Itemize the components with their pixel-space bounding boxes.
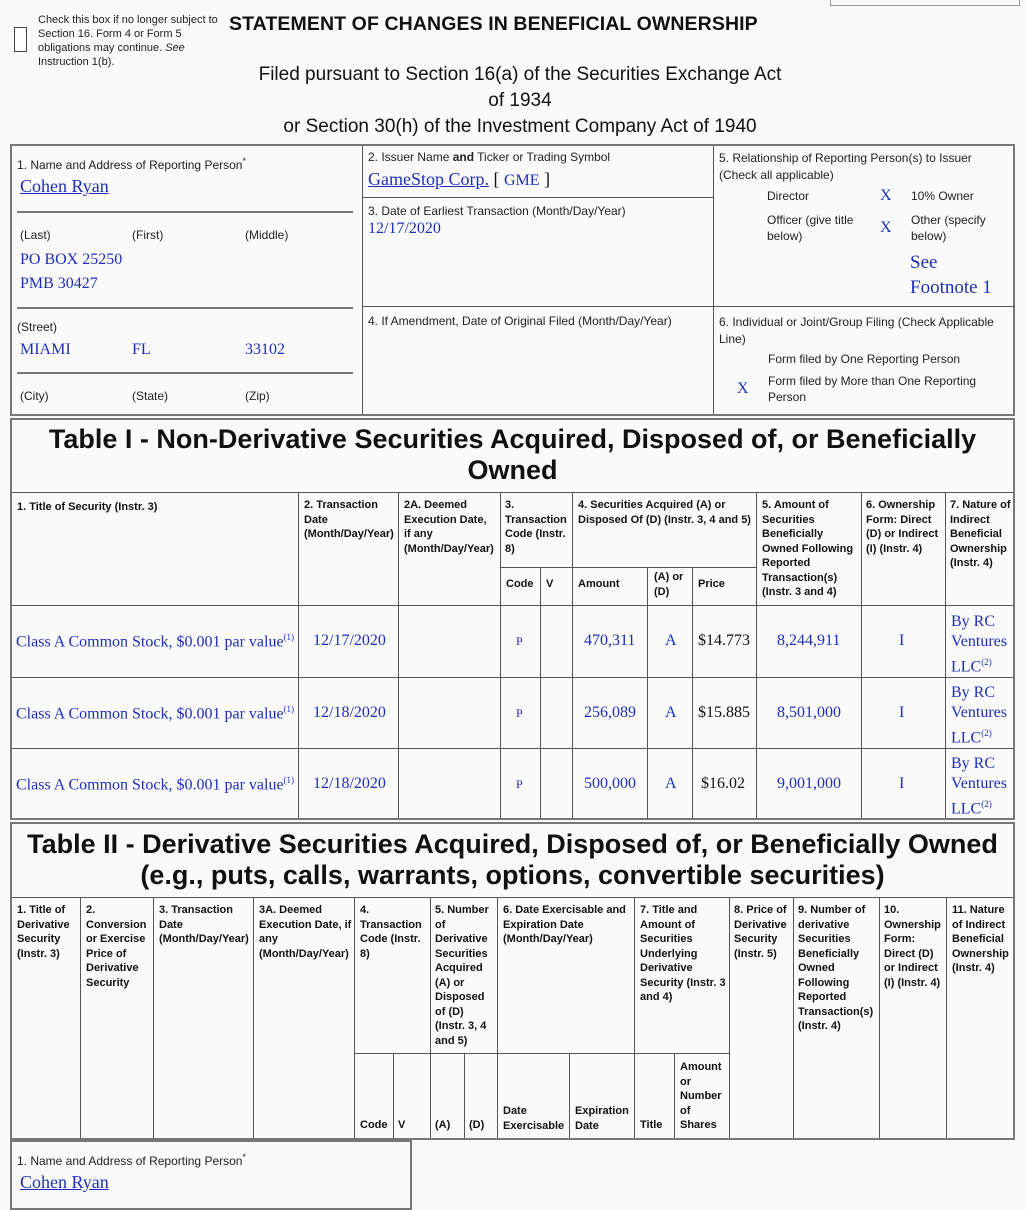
row-amount: 470,311 [584,632,636,649]
director-mark: X [880,187,892,204]
t1-col-securities: 4. Securities Acquired (A) or Disposed Of (D) (Instr. 3, 4 and 5) [578,499,751,526]
footer-reporting-name-link[interactable]: Cohen Ryan [20,1172,109,1192]
row-price: $16.02 [701,775,745,792]
filing-more-label: Form filed by More than One Reporting Person [768,374,977,404]
city-value: MIAMI [20,341,71,358]
t2-col-nature: 11. Nature of Indirect Beneficial Ownership (Instr. 4) [952,904,1009,974]
row-date: 12/18/2020 [313,704,386,721]
officer-label: Officer (give title below) [767,213,854,243]
t1-col-deemed: 2A. Deemed Execution Date, if any (Month/Day/Year) [404,499,494,555]
filing-more-mark: X [737,380,749,397]
issuer-name: GameStop Corp. [ GME ] [368,169,551,189]
row-nature: By RC Ventures LLC$^{(2)}$ [951,613,1007,676]
row-form: I [899,775,905,792]
zip-label: (Zip) [245,389,270,403]
checkbox-instructions: Check this box if no longer subject to Section 16. Form 4 or Form 5 obligations may continue. See Instruction 1(b). [38,14,218,68]
reporting-person-name-link[interactable]: Cohen Ryan [20,176,109,196]
t2-col-exercisable: 6. Date Exercisable and Expiration Date (Month/Day/Year) [503,904,626,945]
street-label: (Street) [17,320,58,334]
filing-label: 6. Individual or Joint/Group Filing (Check Applicable Line) [719,315,994,346]
row-code: P [516,634,523,648]
row-amount: 256,089 [584,704,636,721]
zip-value: 33102 [245,341,285,358]
t2-sub-expiration: Expiration Date [575,1105,629,1132]
t1-col-amount-owned: 5. Amount of Securities Beneficially Owned Following Reported Transaction(s) (Instr. 3 and 4) [762,499,854,598]
t1-col-title: 1. Title of Security (Instr. 3) [17,501,158,513]
issuer-label: 2. Issuer Name and Ticker or Trading Symbol [368,150,611,164]
amendment-label: 4. If Amendment, Date of Original Filed (Month/Day/Year) [368,314,672,328]
last-label: (Last) [20,228,51,242]
row-price: $14.773 [698,632,750,649]
see-footnote: See Footnote 1 [910,252,992,298]
reporting-person-label: 1. Name and Address of Reporting Person* [17,156,246,172]
t2-sub-code: Code [360,1119,388,1131]
city-label: (City) [20,389,49,403]
state-value: FL [132,341,151,358]
t2-sub-title: Title [640,1119,663,1131]
state-label: (State) [132,389,169,403]
form-title: STATEMENT OF CHANGES IN BENEFICIAL OWNERSHIP [229,13,758,35]
row-price: $15.885 [698,704,750,721]
row-ad: A [665,632,677,649]
address-line-2: PMB 30427 [20,275,98,292]
t1-sub-v: V [546,578,554,590]
t2-sub-amount: Amount or Number of Shares [680,1061,722,1131]
t2-col-title: 1. Title of Derivative Security (Instr. 3) [17,904,70,960]
address-line-1: PO BOX 25250 [20,251,123,268]
row-date: 12/17/2020 [313,632,386,649]
t2-sub-date-exercisable: Date Exercisable [503,1105,565,1132]
row-ad: A [665,775,677,792]
relationship-label: 5. Relationship of Reporting Person(s) to Issuer (Check all applicable) [719,151,972,182]
row-owned: 8,501,000 [777,704,841,721]
filing-one-label: Form filed by One Reporting Person [768,352,961,366]
t2-col-underlying: 7. Title and Amount of Securities Underlying Derivative Security (Instr. 3 and 4) [640,904,726,1003]
row-title[interactable]: Class A Common Stock, $0.001 par value$^{(1)}$ [16,632,295,651]
ticker-symbol: GME [504,172,540,189]
other-label: Other (specify below) [911,213,986,243]
t1-sub-aord: (A) or (D) [654,571,684,598]
t1-col-nature: 7. Nature of Indirect Beneficial Ownership (Instr. 4) [950,499,1011,569]
row-title[interactable]: Class A Common Stock, $0.001 par value$^{(1)}$ [16,704,295,723]
row-amount: 500,000 [584,775,636,792]
t2-col-conversion: 2. Conversion or Exercise Price of Derivative Security [86,904,147,989]
t2-col-price: 8. Price of Derivative Security (Instr. 5) [734,904,787,960]
t2-col-number-owned: 9. Number of derivative Securities Beneficially Owned Following Reported Transaction(s) (Instr. 4) [798,904,874,1032]
earliest-date-label: 3. Date of Earliest Transaction (Month/Day/Year) [368,204,626,218]
row-ad: A [665,704,677,721]
t1-sub-code: Code [506,578,534,590]
t2-sub-a: (A) [435,1119,451,1131]
row-owned: 8,244,911 [777,632,841,649]
row-code: P [516,777,523,791]
t2-sub-d: (D) [469,1119,485,1131]
t1-col-date: 2. Transaction Date (Month/Day/Year) [304,499,394,540]
officer-mark: X [880,219,892,236]
table-2-title: Table II - Derivative Securities Acquired, Disposed of, or Beneficially Owned (e.g., puts, calls, warrants, options, convertible securities) [27,829,998,890]
earliest-date-value: 12/17/2020 [368,220,441,237]
t2-col-date: 3. Transaction Date (Month/Day/Year) [159,904,249,945]
t2-col-number: 5. Number of Derivative Securities Acquired (A) or Disposed of (D) (Instr. 3, 4 and 5) [435,904,489,1047]
row-code: P [516,706,523,720]
table-1-title: Table I - Non-Derivative Securities Acquired, Disposed of, or Beneficially Owned [48,424,977,485]
middle-label: (Middle) [245,228,289,242]
no-longer-subject-checkbox[interactable] [14,27,27,52]
row-owned: 9,001,000 [777,775,841,792]
row-form: I [899,632,905,649]
t2-col-ownership-form: 10. Ownership Form: Direct (D) or Indirect (I) (Instr. 4) [884,904,941,989]
director-label: Director [767,189,810,203]
top-right-box [830,0,1020,6]
form-subtitle: Filed pursuant to Section 16(a) of the Securities Exchange Act of 1934 or Section 30(h) of the Investment Company Act of 1940 [258,64,782,137]
row-title[interactable]: Class A Common Stock, $0.001 par value$^{(1)}$ [16,775,295,794]
ten-pct-label: 10% Owner [911,189,974,203]
footer-reporting-label: 1. Name and Address of Reporting Person* [17,1152,246,1168]
t1-col-code: 3. Transaction Code (Instr. 8) [505,499,567,555]
first-label: (First) [132,228,164,242]
issuer-name-link[interactable]: GameStop Corp. [368,169,489,189]
row-date: 12/18/2020 [313,775,386,792]
t2-sub-v: V [398,1119,406,1131]
t1-sub-amount: Amount [578,578,620,590]
row-form: I [899,704,905,721]
t1-sub-price: Price [698,578,725,590]
t2-col-code: 4. Transaction Code (Instr. 8) [360,904,422,960]
row-nature: By RC Ventures LLC$^{(2)}$ [951,755,1007,818]
t2-col-deemed: 3A. Deemed Execution Date, if any (Month/Day/Year) [259,904,352,960]
row-nature: By RC Ventures LLC$^{(2)}$ [951,684,1007,747]
t1-col-ownership-form: 6. Ownership Form: Direct (D) or Indirect (I) (Instr. 4) [866,499,939,555]
